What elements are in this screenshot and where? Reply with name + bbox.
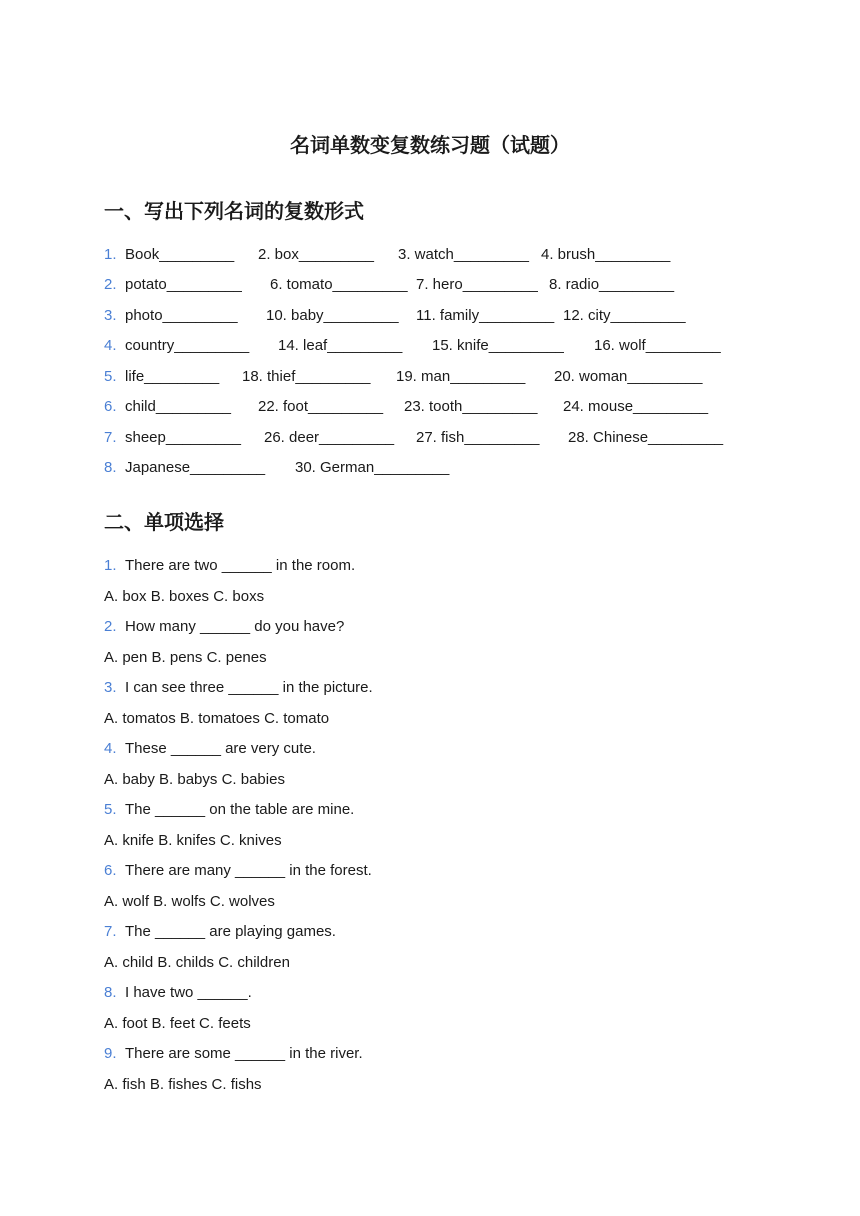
question-number: 1. — [104, 557, 117, 574]
exercise-item: potato_________ — [125, 276, 242, 293]
exercise-item: 16. wolf_________ — [594, 337, 721, 354]
exercise-item: 20. woman_________ — [554, 368, 703, 385]
section-heading-2: 二、单项选择 — [104, 512, 224, 534]
exercise-item: 26. deer_________ — [264, 429, 395, 446]
exercise-item: country_________ — [125, 337, 250, 354]
exercise-item: 23. tooth_________ — [404, 398, 538, 415]
question-text: There are two ______ in the room. — [125, 557, 356, 574]
answer-options: A. foot B. feet C. feets — [104, 1014, 251, 1032]
row-number: 4. — [104, 337, 117, 354]
exercise-item: 15. knife_________ — [432, 337, 564, 354]
exercise-item: 11. family_________ — [416, 307, 555, 324]
row-number: 1. — [104, 246, 117, 263]
exercise-item: 22. foot_________ — [258, 398, 384, 415]
answer-options: A. baby B. babys C. babies — [104, 770, 285, 788]
exercise-item: 30. German_________ — [295, 459, 450, 476]
question-text: How many ______ do you have? — [125, 618, 345, 635]
answer-options: A. child B. childs C. children — [104, 953, 290, 971]
question-text: I can see three ______ in the picture. — [125, 679, 373, 696]
exercise-item: Japanese_________ — [125, 459, 266, 476]
exercise-item: 6. tomato_________ — [270, 276, 408, 293]
exercise-item: 27. fish_________ — [416, 429, 540, 446]
exercise-item: 12. city_________ — [563, 307, 686, 324]
row-number: 3. — [104, 307, 117, 324]
row-number: 6. — [104, 398, 117, 415]
exercise-item: sheep_________ — [125, 429, 241, 446]
question-number: 4. — [104, 740, 117, 757]
page-title: 名词单数变复数练习题（试题） — [290, 135, 570, 157]
exercise-item: 14. leaf_________ — [278, 337, 403, 354]
exercise-item: 24. mouse_________ — [563, 398, 709, 415]
exercise-item: child_________ — [125, 398, 231, 415]
exercise-item: Book_________ — [125, 246, 235, 263]
question-number: 5. — [104, 801, 117, 818]
row-number: 7. — [104, 429, 117, 446]
question-number: 8. — [104, 984, 117, 1001]
question-text: The ______ are playing games. — [125, 923, 336, 940]
question-number: 3. — [104, 679, 117, 696]
exercise-item: 28. Chinese_________ — [568, 429, 724, 446]
exercise-item: photo_________ — [125, 307, 238, 324]
answer-options: A. wolf B. wolfs C. wolves — [104, 892, 275, 910]
exercise-item: 18. thief_________ — [242, 368, 371, 385]
question-text: There are some ______ in the river. — [125, 1045, 363, 1062]
row-number: 2. — [104, 276, 117, 293]
exercise-item: 10. baby_________ — [266, 307, 399, 324]
exercise-item: life_________ — [125, 368, 220, 385]
answer-options: A. knife B. knifes C. knives — [104, 831, 282, 849]
question-number: 9. — [104, 1045, 117, 1062]
question-number: 7. — [104, 923, 117, 940]
question-text: These ______ are very cute. — [125, 740, 316, 757]
answer-options: A. pen B. pens C. penes — [104, 648, 267, 666]
answer-options: A. box B. boxes C. boxs — [104, 587, 265, 605]
answer-options: A. tomatos B. tomatoes C. tomato — [104, 709, 330, 727]
exercise-item: 2. box_________ — [258, 246, 374, 263]
row-number: 5. — [104, 368, 117, 385]
question-text: The ______ on the table are mine. — [125, 801, 355, 818]
question-text: There are many ______ in the forest. — [125, 862, 372, 879]
section-heading-1: 一、写出下列名词的复数形式 — [104, 201, 364, 223]
question-text: I have two ______. — [125, 984, 252, 1001]
exercise-item: 4. brush_________ — [541, 246, 671, 263]
question-number: 6. — [104, 862, 117, 879]
exercise-item: 19. man_________ — [396, 368, 526, 385]
exercise-item: 8. radio_________ — [549, 276, 675, 293]
exercise-item: 3. watch_________ — [398, 246, 529, 263]
exercise-item: 7. hero_________ — [416, 276, 538, 293]
answer-options: A. fish B. fishes C. fishs — [104, 1075, 262, 1093]
question-number: 2. — [104, 618, 117, 635]
row-number: 8. — [104, 459, 117, 476]
